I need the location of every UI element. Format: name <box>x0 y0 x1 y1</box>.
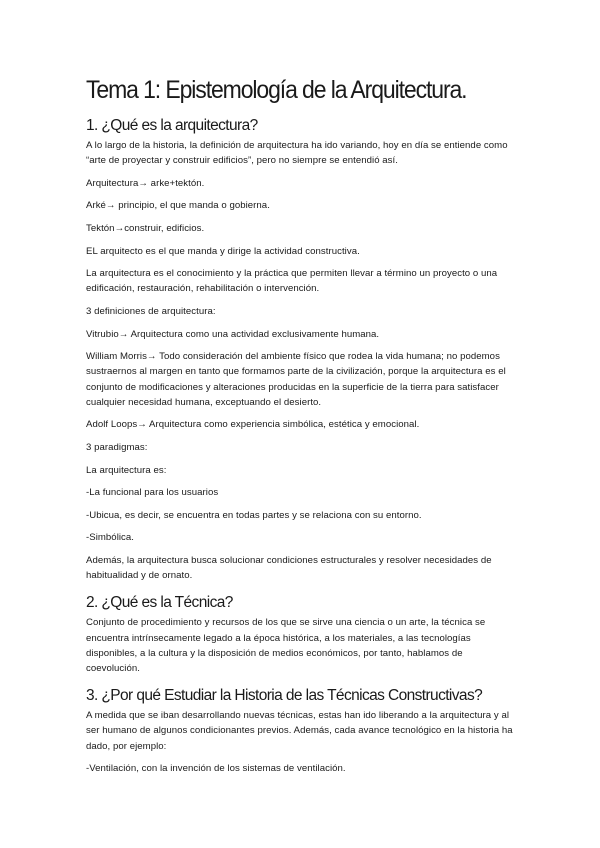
section-heading: 2. ¿Qué es la Técnica? <box>86 594 233 612</box>
list-item: -Ubicua, es decir, se encuentra en todas partes y se relaciona con su entorno. <box>86 509 422 521</box>
document-title: Tema 1: Epistemología de la Arquitectura. <box>86 76 467 104</box>
section-why-study-history <box>86 686 518 776</box>
paragraph: Arquitectura→ arke+tektón. <box>86 177 205 189</box>
paragraph: A lo largo de la historia, la definición de arquitectura ha ido variando, hoy en día se entiende como “arte de proyectar y construir edificios”, pero no siempre se entendió así. <box>86 140 508 167</box>
paragraph: Adolf Loops→ Arquitectura como experiencia simbólica, estética y emocional. <box>86 419 420 431</box>
list-item: -Ventilación, con la invención de los sistemas de ventilación. <box>86 763 346 775</box>
paragraph: Tektón→construir, edificios. <box>86 222 205 234</box>
paragraph: Vitrubio→ Arquitectura como una actividad exclusivamente humana. <box>86 328 380 340</box>
paragraph: La arquitectura es: <box>86 464 167 476</box>
paragraph: Además, la arquitectura busca solucionar condiciones estructurales y resolver necesidades de habitualidad y de ornato. <box>86 554 492 582</box>
paragraph: EL arquitecto es el que manda y dirige la actividad constructiva. <box>86 245 360 257</box>
section-what-is-technique <box>86 593 518 676</box>
list-item: -La funcional para los usuarios <box>86 487 219 499</box>
paragraph: A medida que se iban desarrollando nuevas técnicas, estas han ido liberando a la arquitectura y al ser humano de algunos condicionantes previos. Además, cada avance tecnológico en la historia ha dado, por ejemplo: <box>86 710 513 752</box>
paragraph: Arké→ principio, el que manda o gobierna. <box>86 200 270 212</box>
paragraph: 3 paradigmas: <box>86 441 148 453</box>
paragraph: Conjunto de procedimiento y recursos de los que se sirve una ciencia o un arte, la técnica se encuentra intrínsecamente legado a la época histórica, a los materiales, a las tecnologías disponibles, a la cultura y la disposición de medios económicos, por tanto, hablamos de coevolución. <box>86 617 486 674</box>
paragraph: 3 definiciones de arquitectura: <box>86 305 216 317</box>
list-item: -Simbólica. <box>86 532 134 544</box>
paragraph: La arquitectura es el conocimiento y la práctica que permiten llevar a término un proyecto o una edificación, restauración, rehabilitación o intervención. <box>86 268 498 295</box>
section-what-is-architecture <box>86 116 518 583</box>
section-heading: 3. ¿Por qué Estudiar la Historia de las Técnicas Constructivas? <box>86 687 483 705</box>
section-heading: 1. ¿Qué es la arquitectura? <box>86 117 258 134</box>
paragraph: William Morris→ Todo consideración del ambiente físico que rodea la vida humana; no podemos sustraernos al margen en tanto que formamos parte de la civilización, porque la arquitectura es el conjunto de modificaciones y alteraciones producidas en la superficie de la tierra para satisfacer cualquier necesidad humana, exceptuando el desierto. <box>86 351 506 408</box>
